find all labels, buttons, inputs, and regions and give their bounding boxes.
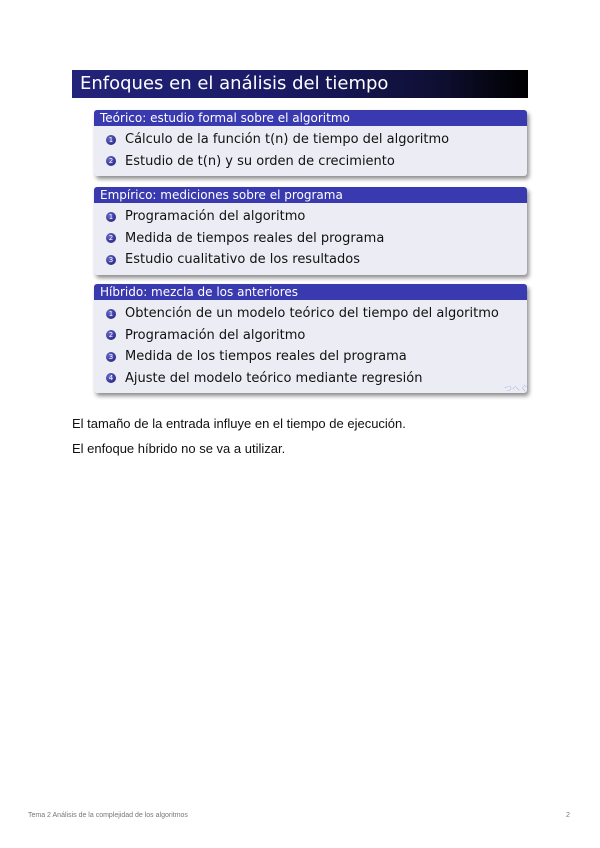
list-item	[106, 151, 527, 173]
number-bullet-icon: 2	[106, 156, 116, 166]
number-bullet-icon: 3	[106, 352, 116, 362]
number-bullet-icon: 2	[106, 233, 116, 243]
list-item-text: Medida de tiempos reales del programa	[125, 230, 385, 246]
block-title: Teórico: estudio formal sobre el algoritmo	[94, 110, 527, 126]
list-item-text: Ajuste del modelo teórico mediante regresión	[125, 370, 423, 386]
list-item-text: Programación del algoritmo	[125, 209, 306, 225]
block-title: Híbrido: mezcla de los anteriores	[94, 284, 527, 300]
block-body	[94, 203, 527, 275]
notes-paragraph: El tamaño de la entrada influye en el tiempo de ejecución.	[72, 416, 406, 431]
list-item-text: Estudio cualitativo de los resultados	[125, 252, 360, 268]
block-body	[94, 126, 527, 176]
list-item-text: Programación del algoritmo	[125, 327, 306, 343]
number-bullet-icon: 1	[106, 135, 116, 145]
list-item	[106, 228, 527, 250]
navigation-symbols-icon[interactable]: つへぐ	[504, 384, 528, 393]
number-bullet-icon: 2	[106, 330, 116, 340]
block-empirico	[94, 187, 527, 275]
list-item-text: Cálculo de la función t(n) de tiempo del algoritmo	[125, 132, 450, 148]
number-bullet-icon: 1	[106, 212, 116, 222]
slide-frame	[72, 70, 528, 400]
notes-paragraph: El enfoque híbrido no se va a utilizar.	[72, 441, 286, 456]
frame-title: Enfoques en el análisis del tiempo	[72, 70, 528, 98]
list-item	[106, 368, 527, 390]
list-item-text: Obtención de un modelo teórico del tiempo del algoritmo	[125, 306, 499, 322]
block-teorico	[94, 110, 527, 176]
list-item-text: Medida de los tiempos reales del programa	[125, 349, 407, 365]
list-item-text: Estudio de t(n) y su orden de crecimiento	[125, 153, 395, 169]
block-title: Empírico: mediciones sobre el programa	[94, 187, 527, 203]
list-item	[106, 206, 527, 228]
block-hibrido	[94, 284, 527, 393]
list-item	[106, 346, 527, 368]
block-body	[94, 300, 527, 393]
page-number: 2	[566, 812, 570, 819]
list-item	[106, 129, 527, 151]
footer-title: Tema 2 Análisis de la complejidad de los algoritmos	[28, 812, 188, 819]
list-item	[106, 303, 527, 325]
number-bullet-icon: 3	[106, 255, 116, 265]
list-item	[106, 325, 527, 347]
number-bullet-icon: 4	[106, 373, 116, 383]
number-bullet-icon: 1	[106, 309, 116, 319]
list-item	[106, 249, 527, 271]
